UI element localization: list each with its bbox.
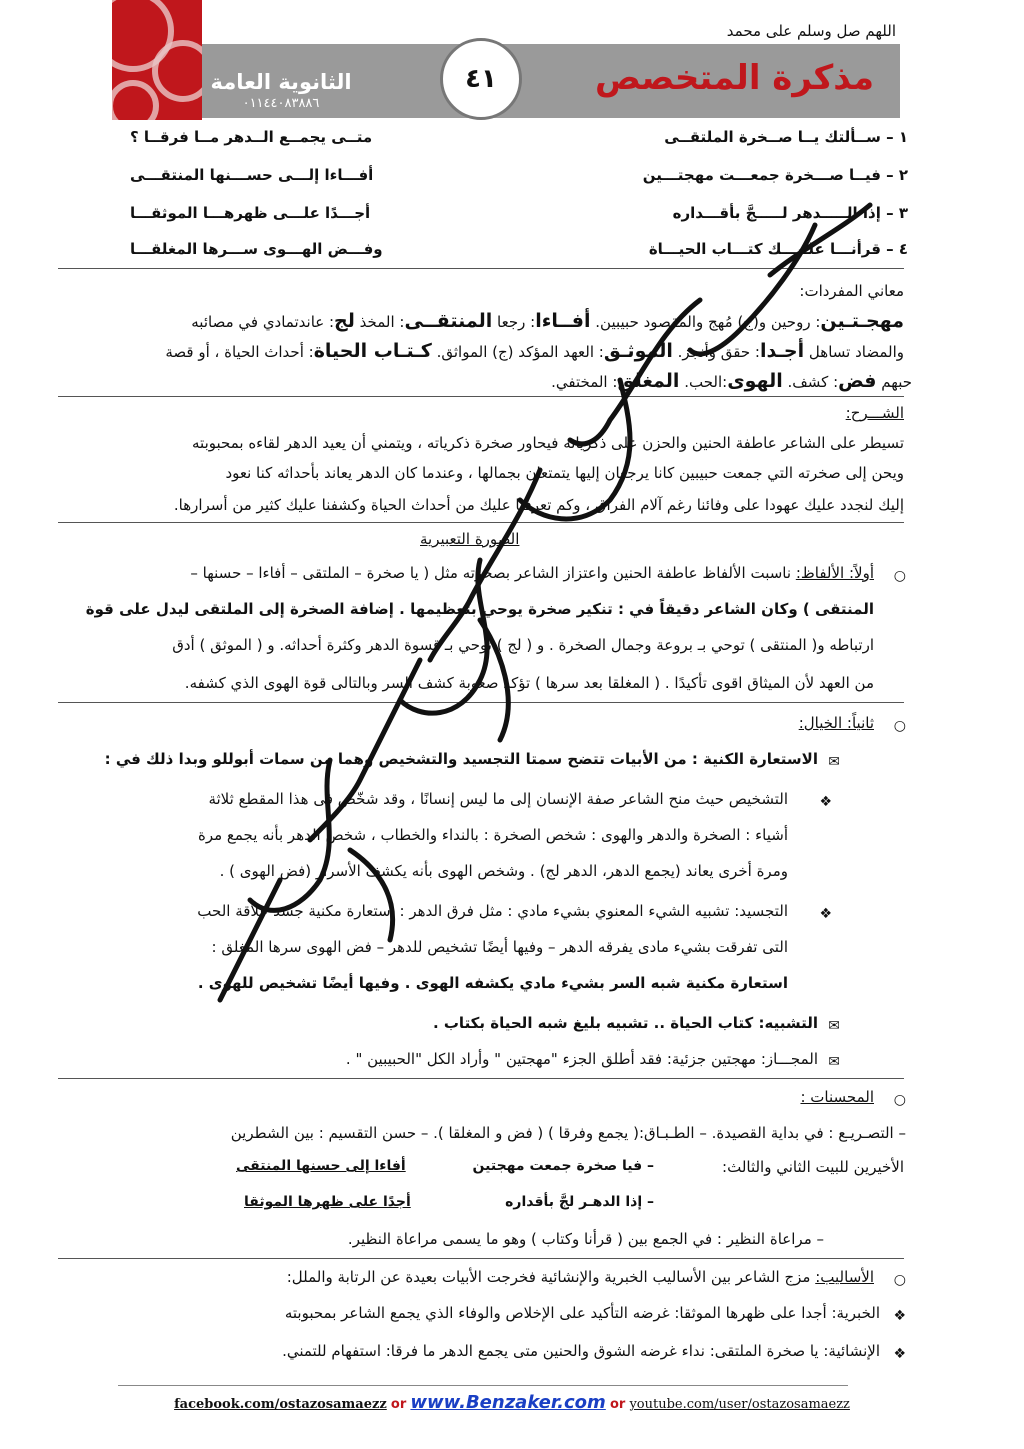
- imagery-heading: الصورة التعبيرية: [420, 530, 520, 548]
- imagery-first-text: ناسبت الألفاظ عاطفة الحنين واعتزاز الشاعر بصخرته مثل ( يا صخرة – الملتقى – أفاءا – حسنها –: [190, 564, 792, 582]
- styles-intro: مزج الشاعر بين الأساليب الخبرية والإنشائية فخرجت الأبيات بعيدة عن الرتابة والملل:: [286, 1268, 811, 1286]
- page-number: ٤١: [440, 38, 522, 120]
- imagery-second-title: ثانياً: الخيال:: [798, 714, 874, 732]
- pair-2-right: – إذا الدهـر لجَّ بأقداره: [505, 1194, 654, 1210]
- explanation-line: ويحن إلى صخرته التي جمعت حبيبين كانا يرجعان إليها يتمتعان بجمالها ، وعندما كان الدهر يعاند بأحداثه كنا نعود: [225, 464, 904, 482]
- embellishments-line: – التصـريـع : في بداية القصيدة. – الطـبـاق:( يجمع وفرقا ) ( فض و المغلقا ). – حسن التقسيم : بين الشطرين: [230, 1124, 906, 1142]
- header-prayer: اللهم صل وسلم على محمد: [726, 22, 896, 40]
- imagery-first-line: من العهد لأن الميثاق اقوى تأكيدًا . ( المغلقا بعد سرها ) تؤكد صعوبة كشف السر وبالتالى قوة الهوى الذي كشفه.: [184, 674, 874, 692]
- diamond-bullet-icon: ❖: [819, 794, 832, 810]
- footer-or: or: [609, 1397, 626, 1412]
- logo-title: الثانوية العامة: [210, 70, 352, 94]
- vocab-word: الموثـق: [603, 340, 673, 362]
- divider: [58, 1078, 904, 1079]
- metaphor-intro: الاستعارة الكنية : من الأبيات تتضح سمتا التجسيد والتشخيص وهما من سمات أبوللو وبدا ذلك في :: [104, 750, 818, 768]
- verse-2-right: ٢ – فيــا صـــخرة جمعـــت مهجتـــين: [642, 166, 908, 184]
- circle-bullet-icon: ○: [893, 1092, 906, 1108]
- vocab-word: أفــاءا: [535, 310, 591, 332]
- divider: [58, 396, 904, 397]
- footer-rule: [118, 1385, 848, 1386]
- embellishments-heading: المحسنات :: [800, 1088, 874, 1106]
- vocab-line-2: [58, 340, 904, 362]
- imagery-first-title: أولاً: الألفاظ:: [795, 564, 874, 582]
- vocab-word: مهجـتـين: [820, 310, 904, 332]
- imagery-first-line: ارتباطه و( المنتقى ) توحي بـ بروعة وجمال الصخرة . و ( لج ) توحي بـ قسوة الدهر وكثرة أحداثه. و ( الموثق ) أدق: [172, 636, 874, 654]
- vocab-def: حبهم: [881, 373, 912, 391]
- verse-1-left: متــى يجمــع الــدهر مــا فرقــا ؟: [130, 128, 373, 146]
- diamond-bullet-icon: ❖: [819, 906, 832, 922]
- verse-4-right: ٤ – قرأنـــا علـيـــك كتـــاب الحيـــاة: [648, 240, 908, 258]
- vocab-word: المنتقــى: [404, 310, 493, 332]
- diamond-bullet-icon: ❖: [893, 1346, 906, 1362]
- simile-line: التشبيه: كتاب الحياة .. تشبيه بليغ شبه الحياة بكتاب .: [432, 1014, 818, 1032]
- divider: [58, 268, 904, 269]
- circle-bullet-icon: ○: [893, 718, 906, 734]
- pair-1-right: – فيا صخرة جمعت مهجتين: [472, 1158, 654, 1174]
- vocab-heading: معاني المفردات:: [799, 282, 904, 300]
- styles-khabari: الخبرية: أجدا على ظهرها الموثقا: غرضه التأكيد على الإخلاص والوفاء الذي يجمع الشاعر بمحبوبته: [284, 1304, 880, 1322]
- verse-4-left: وفـــض الهـــوى ســـرها المغلقـــا: [130, 240, 383, 258]
- vocab-word: لج: [334, 310, 355, 332]
- vocab-word: الهوى: [727, 370, 783, 392]
- vocab-line-3: [58, 370, 912, 392]
- embellishments-line: – مراعاة النظير : في الجمع بين ( قرأنا وكتاب ) وهو ما يسمى مراعاة النظير.: [347, 1230, 824, 1248]
- embodiment-line: التى تفرقت بشيء مادى يفرقه الدهر – وفيها أيضًا تشخيص للدهر – فض الهوى سرها المغلق :: [211, 938, 788, 956]
- envelope-bullet-icon: ✉: [828, 1018, 840, 1034]
- vocab-word: المغلق: [617, 370, 680, 392]
- footer: [0, 1392, 1024, 1413]
- vocab-def: والمضاد تساهل: [808, 343, 904, 361]
- circle-bullet-icon: ○: [893, 568, 906, 584]
- diamond-bullet-icon: ❖: [893, 1308, 906, 1324]
- vocab-def: : المخذ: [359, 313, 405, 331]
- vocab-def: :الحب.: [684, 373, 728, 391]
- envelope-bullet-icon: ✉: [828, 754, 840, 770]
- vocab-def: : روحين و(ج) مُهج والمقصود حبيبين.: [595, 313, 821, 331]
- majaz-line: المجـــاز: مهجتين جزئية: فقد أطلق الجزء "مهجتين " وأراد الكل "الحبيبين " .: [345, 1050, 818, 1068]
- embodiment-line: التجسيد: تشبيه الشيء المعنوي بشيء مادي : مثل فرق الدهر : استعارة مكنية جسد علاقة الحب: [197, 902, 788, 920]
- personification-line: التشخيص حيث منح الشاعر صفة الإنسان إلى ما ليس إنسانًا ، وقد شخّص فى هذا المقطع ثلاثة: [208, 790, 788, 808]
- footer-or: or: [390, 1397, 407, 1412]
- vocab-def: : حقق وأنجز.: [677, 343, 760, 361]
- pair-1-left: أفاءا إلى حسنها المنتقى: [236, 1158, 406, 1174]
- vocab-def: : كشف.: [787, 373, 839, 391]
- circle-bullet-icon: ○: [893, 1272, 906, 1288]
- personification-line: ومرة أخرى يعاند (يجمع الدهر، الدهر لج) . وشخص الهوى بأنه يكشف الأسرار (فض الهوى ) .: [219, 862, 788, 880]
- imagery-first-line: [58, 564, 874, 582]
- personification-line: أشياء : الصخرة والدهر والهوى : شخص الصخرة : بالنداء والخطاب ، شخص الدهر بأنه يجمع مرة: [197, 826, 788, 844]
- styles-inshai: الإنشائية: يا صخرة الملتقى: نداء غرضه الشوق والحنين متى يجمع الدهر ما فرقا: استفهام للتمني.: [282, 1342, 880, 1360]
- explanation-line: تسيطر على الشاعر عاطفة الحنين والحزن على ذكرياته فيحاور صخرة ذكرياته ، ويتمني أن يعيد الدهر لقاءه بمحبوبته: [192, 434, 904, 452]
- verse-2-left: أفـــاءا إلـــى حســـنها المنتقـــى: [130, 166, 374, 184]
- explanation-line: إليك لنجدد عليك عهودا على وفائنا رغم آلام الفراق ، وكم تعرفنا عليك من أحداث الحياة وكشفنا عليك كثير من أسرارها.: [173, 496, 904, 514]
- vocab-line-1: [58, 310, 904, 332]
- explanation-heading: الشـــرح:: [845, 404, 904, 422]
- divider: [58, 522, 904, 523]
- embellishments-line: الأخيرين للبيت الثاني والثالث:: [722, 1158, 904, 1176]
- vocab-word: كـتـاب الحياة: [313, 340, 432, 362]
- verse-3-left: أجـــدًا علـــى ظهرهـــا الموثقـــا: [130, 204, 371, 222]
- vocab-word: أجـدا: [759, 340, 805, 362]
- styles-heading: الأساليب:: [815, 1268, 874, 1286]
- vocab-def: : العهد المؤكد (ج) المواثق.: [436, 343, 604, 361]
- styles-line: [58, 1268, 874, 1286]
- logo-ornament: [112, 0, 202, 120]
- vocab-def: : عاندتمادي في مصائبه: [191, 313, 335, 331]
- vocab-def: : رجعا: [497, 313, 536, 331]
- divider: [58, 1258, 904, 1259]
- vocab-word: فض: [838, 370, 877, 392]
- logo-phone: ٠١١٤٤٠٨٣٨٨٦: [242, 96, 320, 111]
- verse-1-right: ١ – ســألتك يــا صــخرة الملتقــى: [664, 128, 908, 146]
- footer-youtube-link[interactable]: youtube.com/user/ostazosamaezz: [629, 1397, 850, 1412]
- footer-facebook-link[interactable]: facebook.com/ostazosamaezz: [174, 1397, 387, 1412]
- verse-3-right: ٣ – إذا الـــــدهر لـــــجَّ بأقـــداره: [672, 204, 908, 222]
- imagery-first-line: المنتقى ) وكان الشاعر دقيقاً في : تنكير صخرة يوحي بتعظيمها . إضافة الصخرة إلى الملتقى ليدل على قوة: [85, 600, 874, 618]
- series-title: مذكرة المتخصص: [594, 58, 874, 98]
- vocab-def: : أحداث الحياة ، أو قصة: [165, 343, 314, 361]
- vocab-def: : المختفي.: [551, 373, 618, 391]
- embodiment-line: استعارة مكنية شبه السر بشيء مادي يكشفه الهوى . وفيها أيضًا تشخيص للهوى .: [197, 974, 788, 992]
- divider: [58, 702, 904, 703]
- pair-2-left: أجدًا على ظهرها الموثقا: [244, 1194, 411, 1210]
- envelope-bullet-icon: ✉: [828, 1054, 840, 1070]
- footer-site-link[interactable]: www.Benzaker.com: [410, 1392, 606, 1413]
